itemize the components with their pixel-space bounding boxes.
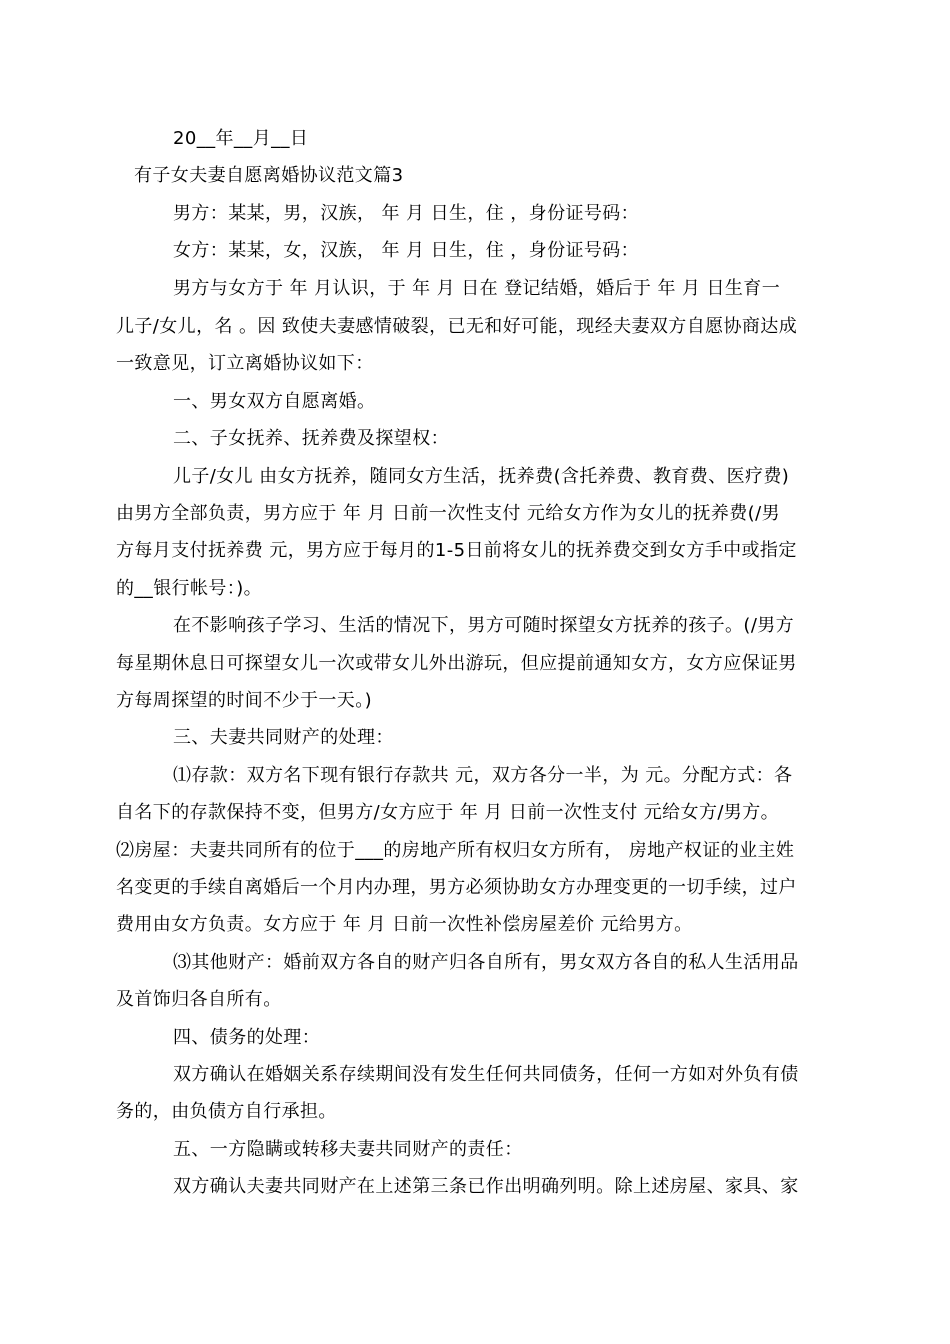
paragraph-line: 方每月支付抚养费 元，男方应于每月的1-5日前将女儿的抚养费交到女方手中或指定 — [116, 540, 797, 561]
paragraph-line: 女方：某某，女，汉族， 年 月 日生，住 ，身份证号码： — [173, 240, 640, 261]
paragraph-line: ⑴存款：双方名下现有银行存款共 元，双方各分一半，为 元。分配方式：各 — [173, 765, 793, 786]
section-title: 有子女夫妻自愿离婚协议范文篇3 — [134, 165, 404, 186]
date-line: 20__年__月__日 — [173, 128, 309, 149]
paragraph-line: ⑵房屋：夫妻共同所有的位于___的房地产所有权归女方所有， 房地产权证的业主姓 — [116, 840, 795, 861]
paragraph-line: 男方与女方于 年 月认识，于 年 月 日在 登记结婚，婚后于 年 月 日生育一 — [173, 278, 781, 299]
paragraph-line: 方每周探望的时间不少于一天。) — [116, 690, 373, 711]
paragraph-line: 名变更的手续自离婚后一个月内办理，男方必须协助女方办理变更的一切手续，过户 — [116, 877, 797, 898]
clause-heading: 四、债务的处理： — [173, 1027, 321, 1048]
clause-heading: 五、一方隐瞒或转移夫妻共同财产的责任： — [173, 1139, 523, 1160]
paragraph-line: 的__银行帐号：)。 — [116, 578, 263, 599]
paragraph-line: ⑶其他财产：婚前双方各自的财产归各自所有，男女双方各自的私人生活用品 — [173, 952, 799, 973]
clause-heading: 一、男女双方自愿离婚。 — [173, 391, 376, 412]
paragraph-line: 双方确认在婚姻关系存续期间没有发生任何共同债务，任何一方如对外负有债 — [173, 1064, 799, 1085]
paragraph-line: 费用由女方负责。女方应于 年 月 日前一次性补偿房屋差价 元给男方。 — [116, 914, 693, 935]
paragraph-line: 一致意见，订立离婚协议如下： — [116, 353, 374, 374]
paragraph-line: 双方确认夫妻共同财产在上述第三条已作出明确列明。除上述房屋、家具、家 — [173, 1176, 799, 1197]
clause-heading: 二、子女抚养、抚养费及探望权： — [173, 428, 449, 449]
paragraph-line: 自名下的存款保持不变，但男方/女方应于 年 月 日前一次性支付 元给女方/男方。 — [116, 802, 780, 823]
paragraph-line: 男方：某某，男，汉族， 年 月 日生，住 ，身份证号码： — [173, 203, 640, 224]
paragraph-line: 每星期休息日可探望女儿一次或带女儿外出游玩，但应提前通知女方，女方应保证男 — [116, 653, 797, 674]
clause-heading: 三、夫妻共同财产的处理： — [173, 727, 394, 748]
paragraph-line: 在不影响孩子学习、生活的情况下，男方可随时探望女方抚养的孩子。(/男方 — [173, 615, 795, 636]
paragraph-line: 由男方全部负责，男方应于 年 月 日前一次性支付 元给女方作为女儿的抚养费(/男 — [116, 503, 780, 524]
paragraph-line: 及首饰归各自所有。 — [116, 989, 282, 1010]
paragraph-line: 儿子/女儿 由女方抚养，随同女方生活，抚养费(含托养费、教育费、医疗费) — [173, 466, 790, 487]
paragraph-line: 务的，由负债方自行承担。 — [116, 1101, 337, 1122]
paragraph-line: 儿子/女儿，名 。因 致使夫妻感情破裂，已无和好可能，现经夫妻双方自愿协商达成 — [116, 316, 798, 337]
